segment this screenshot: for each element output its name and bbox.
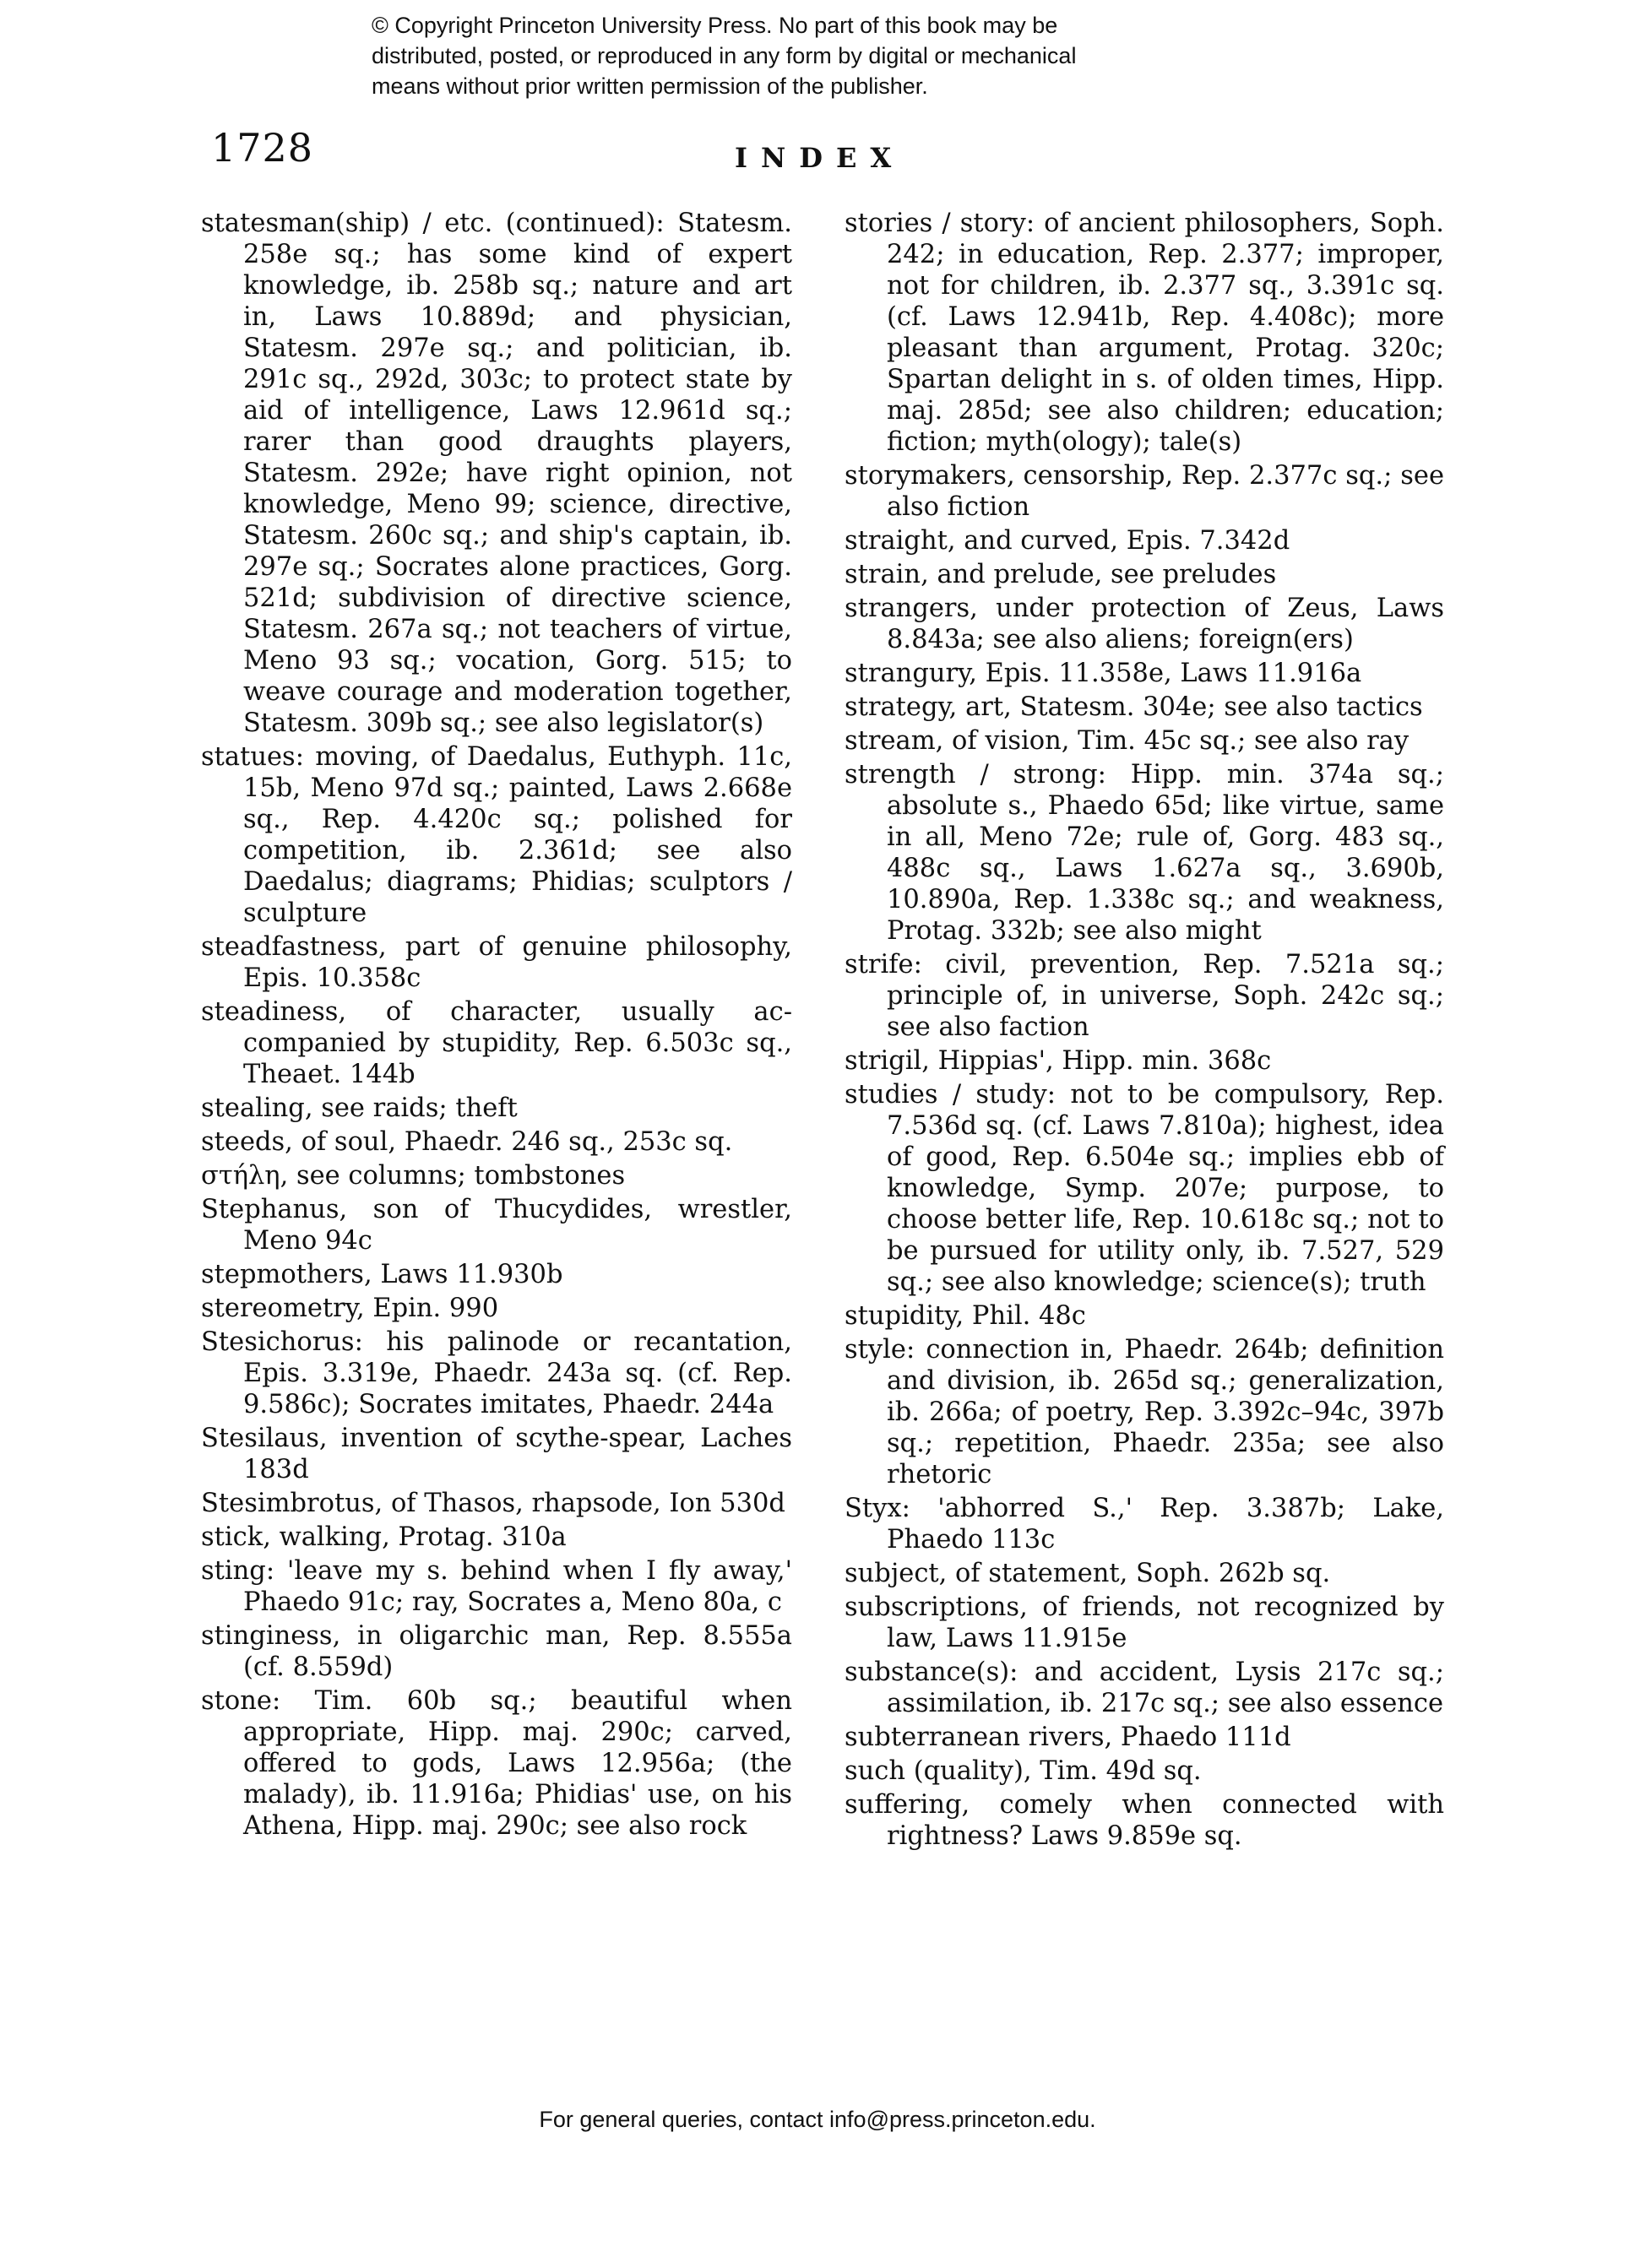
footer-contact: For general queries, contact info@press.princeton.edu. (539, 2107, 1096, 2132)
index-entry: strangers, under protection of Zeus, Laws 8.843a; see also aliens; foreign(ers) (845, 594, 1444, 654)
running-title: INDEX (735, 142, 905, 174)
index-entry: stupidity, Phil. 48c (845, 1301, 1086, 1331)
index-entry: strain, and prelude, see preludes (845, 560, 1277, 589)
index-entry: steadiness, of character, usually accompanied by stupidity, Rep. 6.503c sq., Theaet. 144b (201, 997, 792, 1089)
page-number: 1728 (211, 125, 314, 171)
index-entry: substance(s): and accident, Lysis 217c sq.; assimilation, ib. 217c sq.; see also essence (845, 1658, 1444, 1718)
index-entry: Stesilaus, invention of scythe-spear, Laches 183d (201, 1424, 792, 1484)
index-entry: subterranean rivers, Phaedo 111d (845, 1723, 1291, 1752)
index-entry: storymakers, censorship, Rep. 2.377c sq.; see also fiction (845, 461, 1444, 522)
index-entry: Stesichorus: his palinode or recantation, Epis. 3.319e, Phaedr. 243a sq. (cf. Rep. 9.586c); Socrates imitates, Phaedr. 244a (201, 1327, 792, 1419)
index-entry: straight, and curved, Epis. 7.342d (845, 526, 1290, 556)
index-entry: subject, of statement, Soph. 262b sq. (845, 1559, 1331, 1588)
index-entry: such (quality), Tim. 49d sq. (845, 1756, 1202, 1786)
index-entry: suffering, comely when connected with rightness? Laws 9.859e sq. (845, 1790, 1444, 1851)
copyright-line: © Copyright Princeton University Press. No part of this book may be (372, 13, 1058, 38)
index-entry: stick, walking, Protag. 310a (201, 1522, 567, 1552)
index-entry: sting: 'leave my s. behind when I fly away,' Phaedo 91c; ray, Socrates a, Meno 80a, c (201, 1556, 792, 1617)
index-entry: stinginess, in oligarchic man, Rep. 8.555a (cf. 8.559d) (201, 1621, 792, 1682)
copyright-line: means without prior written permission of the publisher. (372, 73, 928, 99)
index-entry: Stesimbrotus, of Thasos, rhapsode, Ion 530d (201, 1489, 785, 1518)
index-entry: στήλη, see columns; tombstones (201, 1161, 626, 1191)
index-entry: subscriptions, of friends, not recognized by law, Laws 11.915e (845, 1592, 1444, 1653)
copyright-line: distributed, posted, or reproduced in any form by digital or mechanical (372, 43, 1077, 68)
index-column-right (845, 208, 1444, 1854)
index-entry: Stephanus, son of Thucydides, wrestler, Meno 94c (201, 1195, 792, 1256)
index-entry: stealing, see raids; theft (201, 1093, 518, 1123)
index-entry: strategy, art, Statesm. 304e; see also tactics (845, 692, 1423, 722)
index-entry: strife: civil, prevention, Rep. 7.521a sq.; principle of, in universe, Soph. 242c sq.; see also faction (845, 950, 1444, 1042)
index-entry: steadfastness, part of genuine philosophy, Epis. 10.358c (201, 932, 792, 993)
index-entry: statesman(ship) / etc. (continued): Statesm. 258e sq.; has some kind of expert knowledge, ib. 258b sq.; nature and art in, Laws 10.889d; and physician, Statesm. 297e sq.; and politician, ib. 291c sq., 292d, 303c; to protect state by aid of intelligence, Laws 12.961d sq.; rarer than good draughts players, Statesm. 292e; have right opinion, not knowledge, Meno 99; science, directive, Statesm. 260c sq.; and ship's captain, ib. 297e sq.; Socrates alone practices, Gorg. 521d; subdivision of directive science, Statesm. 267a sq.; not teachers of virtue, Meno 93 sq.; vocation, Gorg. 515; to weave courage and moderation together, Statesm. 309b sq.; see also legislator(s) (201, 209, 792, 738)
index-column-left (201, 208, 792, 1844)
index-entry: stream, of vision, Tim. 45c sq.; see also ray (845, 726, 1410, 756)
index-entry: strength / strong: Hipp. min. 374a sq.; absolute s., Phaedo 65d; like virtue, same in all, Meno 72e; rule of, Gorg. 483 sq., 488c sq., Laws 1.627a sq., 3.690b, 10.890a, Rep. 1.338c sq.; and weakness, Protag. 332b; see also might (845, 760, 1444, 946)
index-entry: Styx: 'abhorred S.,' Rep. 3.387b; Lake, Phaedo 113c (845, 1494, 1444, 1555)
index-entry: statues: moving, of Daedalus, Euthyph. 11c, 15b, Meno 97d sq.; painted, Laws 2.668e sq., Rep. 4.420c sq.; polished for competition, ib. 2.361d; see also Daedalus; diagrams; Phidias; sculptors / sculpture (201, 742, 792, 928)
index-entry: strangury, Epis. 11.358e, Laws 11.916a (845, 659, 1362, 688)
index-entry: stepmothers, Laws 11.930b (201, 1260, 563, 1289)
index-entry: stereometry, Epin. 990 (201, 1294, 499, 1323)
index-entry: stone: Tim. 60b sq.; beautiful when appropriate, Hipp. maj. 290c; carved, offered to gods, Laws 12.956a; (the malady), ib. 11.916a; Phidias' use, on his Athena, Hipp. maj. 290c; see also rock (201, 1686, 792, 1841)
index-entry: studies / study: not to be compulsory, Rep. 7.536d sq. (cf. Laws 7.810a); highest, idea of good, Rep. 6.504e sq.; implies ebb of knowledge, Symp. 207e; purpose, to choose better life, Rep. 10.618c sq.; not to be pursued for utility only, ib. 7.527, 529 sq.; see also knowledge; science(s); truth (845, 1080, 1444, 1297)
copyright-notice (372, 10, 1216, 101)
index-entry: strigil, Hippias', Hipp. min. 368c (845, 1046, 1272, 1076)
index-entry: stories / story: of ancient philosophers, Soph. 242; in education, Rep. 2.377; improper, not for children, ib. 2.377 sq., 3.391c sq. (cf. Laws 12.941b, Rep. 4.408c); more pleasant than argument, Protag. 320c; Spartan delight in s. of olden times, Hipp. maj. 285d; see also children; education; fiction; myth(ology); tale(s) (845, 209, 1444, 457)
index-entry: steeds, of soul, Phaedr. 246 sq., 253c sq. (201, 1127, 733, 1157)
index-entry: style: connection in, Phaedr. 264b; definition and division, ib. 265d sq.; generalization, ib. 266a; of poetry, Rep. 3.392c–94c, 397b sq.; repetition, Phaedr. 235a; see also rhetoric (845, 1335, 1444, 1489)
